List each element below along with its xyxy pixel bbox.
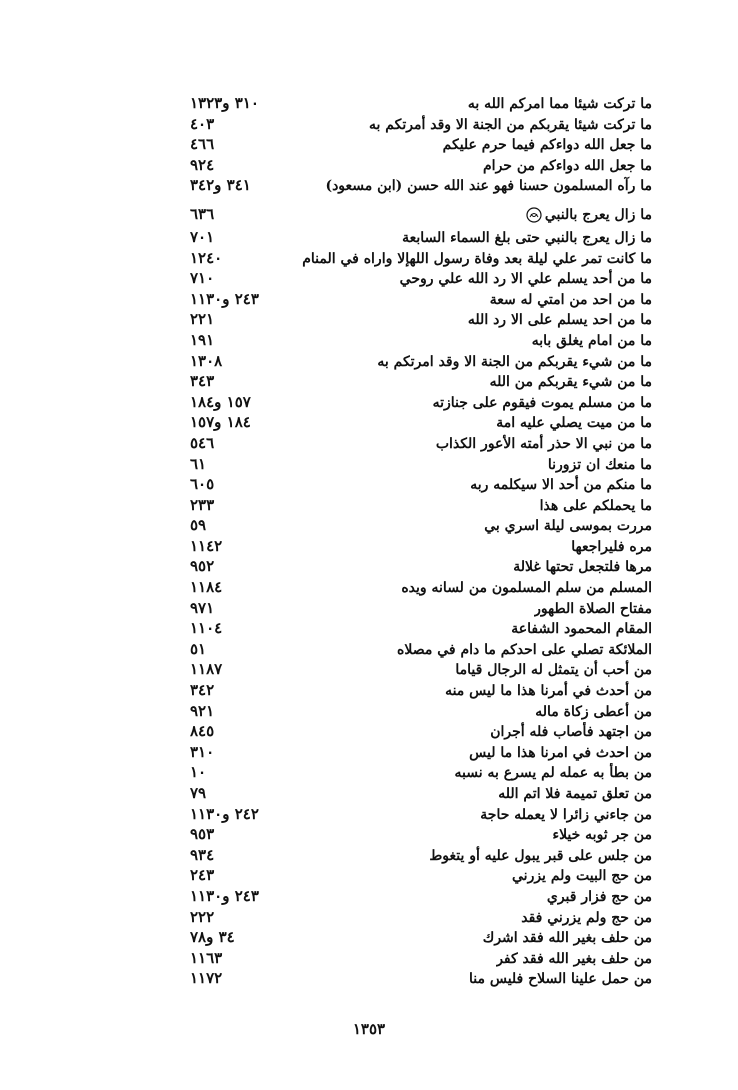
index-row	[190, 155, 652, 176]
index-row	[190, 577, 652, 598]
index-row	[190, 433, 652, 454]
page-reference: ٢٤٣ و١١٣٠	[190, 886, 259, 905]
hadith-text: من حلف بغير الله فقد اشرك	[482, 930, 652, 947]
hadith-text: مررت بموسى ليلة اسري بي	[484, 518, 652, 535]
index-row	[190, 680, 652, 701]
index-row	[190, 536, 652, 557]
page-reference: ٩٥٣	[190, 825, 215, 844]
index-row	[190, 886, 652, 907]
index-row	[190, 175, 652, 196]
hadith-text: ما رآه المسلمون حسنا فهو عند الله حسن (ابن مسعود)	[325, 178, 652, 195]
hadith-text: ما من مسلم يموت فيقوم على جنازته	[432, 394, 652, 411]
index-row	[190, 268, 652, 289]
hadith-text: من حج البيت ولم يزرني	[512, 868, 652, 885]
page-reference: ١١٨٧	[190, 660, 223, 679]
page-reference: ٣١٠	[190, 742, 215, 761]
page-reference: ٨٤٥	[190, 722, 215, 741]
index-row	[190, 454, 652, 475]
hadith-text: ما جعل الله دواءكم من حرام	[483, 157, 652, 174]
hadith-text: من بطأ به عمله لم يسرع به نسبه	[454, 765, 652, 782]
hadith-text: من جاءني زائرا لا يعمله حاجة	[480, 806, 652, 823]
page-reference: ٢٤٢ و١١٣٠	[190, 804, 259, 823]
hadith-text: ما زال يعرج بالنبي	[544, 206, 652, 223]
page-reference: ٣٤٢	[190, 681, 215, 700]
page-reference: ٦١	[190, 454, 207, 473]
page-reference: ٣١٠ و١٣٢٣	[190, 94, 259, 112]
page-reference: ٧٠١	[190, 227, 215, 246]
page-reference: ٢٤٣ و١١٣٠	[190, 289, 259, 308]
hadith-text: ما جعل الله دواءكم فيما حرم عليكم	[442, 137, 652, 154]
saw-icon	[526, 207, 542, 223]
hadith-text: مرها فلتجعل تحتها غلالة	[513, 559, 652, 576]
page-reference: ٥١	[190, 639, 207, 658]
hadith-text: ما من شيء يقربكم من الله	[489, 374, 652, 391]
hadith-text: من حج فزار قبري	[546, 888, 652, 905]
page-reference: ٦٠٥	[190, 475, 215, 494]
hadith-text: ما من أحد يسلم علي الا رد الله علي روحي	[399, 271, 652, 288]
page-reference: ١١٧٢	[190, 969, 223, 988]
page-reference: ٦٣٦	[190, 204, 215, 223]
index-row	[190, 762, 652, 783]
page-reference: ٩٢٤	[190, 155, 215, 174]
hadith-text: من جلس على قبر يبول عليه أو يتغوط	[429, 847, 652, 864]
hadith-text: ما زال يعرج بالنبي حتى بلغ السماء السابعة	[402, 229, 652, 246]
index-row	[190, 968, 652, 989]
page-reference: ٢٢٢	[190, 907, 215, 926]
hadith-text: من حلف بغير الله فقد كفر	[496, 950, 652, 967]
hadith-text: ما منكم من أحد الا سيكلمه ربه	[470, 477, 652, 494]
index-row	[190, 371, 652, 392]
page-reference: ١٢٤٠	[190, 248, 223, 267]
index-row	[190, 783, 652, 804]
index-row	[190, 227, 652, 248]
hadith-text: ما منعك ان تزورنا	[547, 456, 652, 473]
page-reference: ٥٤٦	[190, 433, 215, 452]
index-row	[190, 701, 652, 722]
index-row	[190, 598, 652, 619]
index-row	[190, 93, 652, 114]
index-row	[190, 392, 652, 413]
page-reference: ١٣٠٨	[190, 351, 223, 370]
hadith-text: من أحدث في أمرنا هذا ما ليس منه	[445, 683, 652, 700]
index-row	[190, 742, 652, 763]
hadith-text: ما من احد يسلم على الا رد الله	[467, 312, 652, 329]
index-row	[190, 865, 652, 886]
index-row	[190, 289, 652, 310]
hadith-index-list	[190, 93, 652, 989]
page-reference: ٥٩	[190, 516, 207, 535]
index-row	[190, 515, 652, 536]
index-row	[190, 618, 652, 639]
index-row	[190, 948, 652, 969]
hadith-text: من حج ولم يزرني فقد	[521, 909, 652, 926]
page-reference: ١٨٤ و١٥٧	[190, 413, 251, 432]
hadith-text: من جر ثوبه خيلاء	[552, 827, 652, 844]
page-reference: ٤٦٦	[190, 135, 215, 154]
hadith-text: ما كانت تمر علي ليلة بعد وفاة رسول اللهإلا واراه في المنام	[302, 250, 652, 267]
index-row	[190, 412, 652, 433]
page-reference: ٣٤٣	[190, 372, 215, 391]
page-reference: ٢٢١	[190, 310, 215, 329]
hadith-text: المقام المحمود الشفاعة	[511, 621, 652, 638]
index-row	[190, 845, 652, 866]
hadith-text: من أحب أن يتمثل له الرجال قياما	[455, 662, 652, 679]
page-reference: ١١٦٣	[190, 948, 223, 967]
hadith-text: الملائكة تصلي على احدكم ما دام في مصلاه	[397, 641, 652, 658]
page-reference: ٤٠٣	[190, 114, 215, 133]
page-reference: ١٥٧ و١٨٤	[190, 392, 251, 411]
index-row	[190, 114, 652, 135]
page-reference: ١١٨٤	[190, 578, 223, 597]
hadith-text: مفتاح الصلاة الطهور	[534, 600, 652, 617]
page-reference: ٩٣٤	[190, 845, 215, 864]
page-reference: ٣٤ و٧٨	[190, 928, 235, 947]
index-row	[190, 196, 652, 227]
hadith-text: من اجتهد فأصاب فله أجران	[490, 724, 652, 741]
index-row	[190, 330, 652, 351]
page-reference: ٢٤٣	[190, 866, 215, 885]
hadith-text: ما من نبي الا حذر أمته الأعور الكذاب	[435, 435, 652, 452]
index-row	[190, 474, 652, 495]
hadith-text: ما تركت شيئا مما امركم الله به	[467, 96, 652, 112]
index-row	[190, 495, 652, 516]
hadith-text: ما من امام يغلق بابه	[531, 332, 652, 349]
hadith-text: من أعطى زكاة ماله	[535, 703, 652, 720]
index-row	[190, 824, 652, 845]
hadith-text: مره فليراجعها	[571, 538, 652, 555]
hadith-text: من تعلق تميمة فلا اتم الله	[498, 786, 652, 802]
hadith-text: ما من احد من امتي له سعة	[489, 291, 652, 308]
page-reference: ١١٤٢	[190, 536, 223, 555]
index-row	[190, 351, 652, 372]
index-row	[190, 927, 652, 948]
page-reference: ٩٢١	[190, 701, 215, 720]
page-reference: ٧٩	[190, 784, 207, 802]
hadith-text: المسلم من سلم المسلمون من لسانه ويده	[401, 580, 652, 597]
index-row	[190, 721, 652, 742]
page-reference: ٣٤١ و٣٤٢	[190, 176, 251, 195]
index-row	[190, 639, 652, 660]
page-reference: ١٠	[190, 763, 207, 782]
hadith-text: من احدث في امرنا هذا ما ليس	[469, 744, 652, 761]
index-row	[190, 907, 652, 928]
hadith-text: من حمل علينا السلاح فليس منا	[468, 971, 652, 988]
page-reference: ٢٣٣	[190, 495, 215, 514]
index-row	[190, 556, 652, 577]
page-reference: ٩٧١	[190, 598, 215, 617]
page-reference: ٧١٠	[190, 269, 215, 288]
hadith-text: ما من شيء يقربكم من الجنة الا وقد امرتكم به	[377, 353, 652, 370]
hadith-text: ما من ميت يصلي عليه امة	[496, 415, 652, 432]
page-reference: ٩٥٢	[190, 557, 215, 576]
index-row	[190, 134, 652, 155]
index-row	[190, 248, 652, 269]
index-row	[190, 804, 652, 825]
page-reference: ١٩١	[190, 330, 215, 349]
hadith-text: ما يحملكم على هذا	[539, 497, 652, 514]
page-reference: ١١٠٤	[190, 619, 223, 638]
index-row	[190, 309, 652, 330]
hadith-text: ما تركت شيئا يقربكم من الجنة الا وقد أمرتكم به	[369, 116, 652, 133]
page-number: ١٣٥٣	[352, 1020, 386, 1038]
index-row	[190, 659, 652, 680]
